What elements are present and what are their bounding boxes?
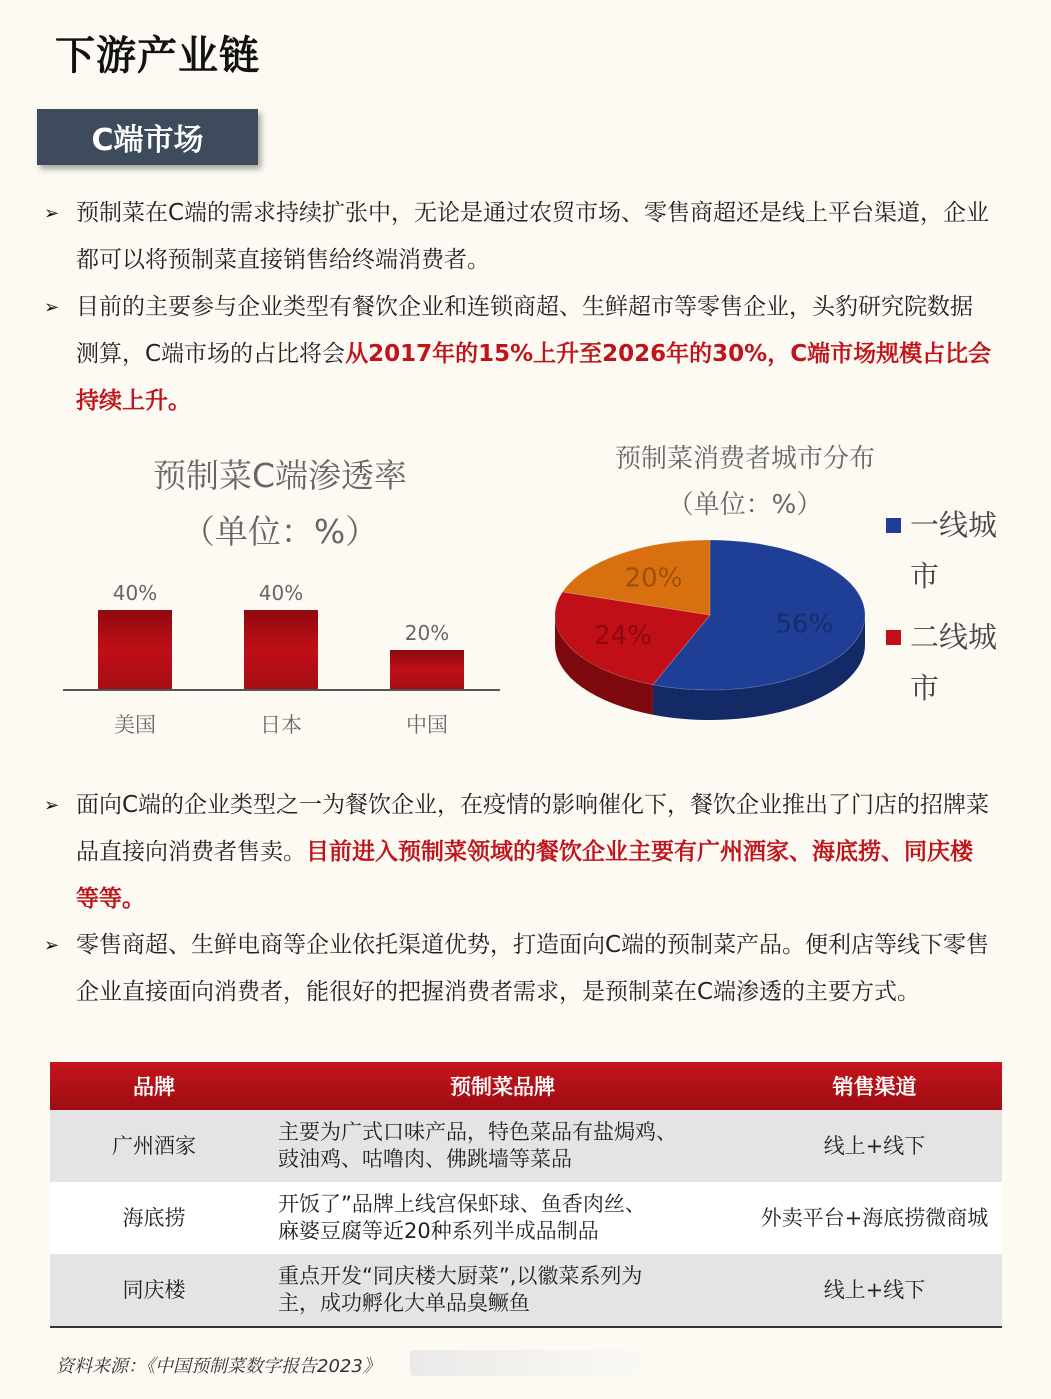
bullet-highlight-text: 从2017年的15%上升至2026年的30%，C端市场规模占比会持续上升。 bbox=[76, 341, 992, 414]
pie-chart-title bbox=[570, 436, 920, 528]
x-tick-label: 中国 bbox=[406, 713, 448, 737]
legend-swatch-red bbox=[886, 630, 901, 645]
x-tick-label: 日本 bbox=[260, 713, 302, 737]
page-title: 下游产业链 bbox=[55, 33, 260, 79]
bar-data-label: 40% bbox=[112, 581, 158, 605]
legend-label: 一线城市 bbox=[910, 508, 998, 593]
legend-swatch-blue bbox=[886, 518, 901, 533]
description-line: 开饭了”品牌上线宫保虾球、鱼香肉丝、 bbox=[278, 1192, 646, 1216]
bullet-paragraph bbox=[44, 922, 994, 1016]
brand-cell: 海底捞 bbox=[50, 1182, 258, 1254]
bullet-paragraph bbox=[44, 190, 994, 284]
table-header-cell: 预制菜品牌 bbox=[258, 1062, 747, 1110]
pie-data-label: 20% bbox=[624, 563, 683, 594]
brand-cell: 同庆楼 bbox=[50, 1254, 258, 1327]
section-tag: C端市场 bbox=[37, 109, 258, 165]
channel-cell: 外卖平台+海底捞微商城 bbox=[747, 1182, 1002, 1254]
watermark bbox=[410, 1350, 640, 1376]
table-header-cell: 销售渠道 bbox=[747, 1062, 1002, 1110]
bullet-text: 预制菜在C端的需求持续扩张中，无论是通过农贸市场、零售商超还是线上平台渠道，企业都可以将预制菜直接销售给终端消费者。 bbox=[76, 200, 990, 273]
bullet-arrow-icon: ➢ bbox=[44, 795, 60, 816]
bullet-paragraph bbox=[44, 782, 994, 923]
pie-chart-title-text: 预制菜消费者城市分布 bbox=[614, 444, 875, 474]
pie-legend bbox=[886, 500, 1016, 724]
bullet-text: 目前的主要参与企业类型有餐饮企业和连锁商超、生鲜超市等零售企业，头豹研究院数据测算，C端市场的占比将会 bbox=[76, 294, 973, 367]
description-cell bbox=[258, 1182, 747, 1254]
pie-chart-subtitle: （单位：%） bbox=[667, 490, 823, 520]
channel-cell: 线上+线下 bbox=[747, 1254, 1002, 1327]
bar bbox=[244, 610, 318, 690]
table-row bbox=[50, 1254, 1002, 1327]
bar-data-label: 40% bbox=[258, 581, 304, 605]
bullet-highlight-text: 目前进入预制菜领域的餐饮企业主要有广州酒家、海底捞、同庆楼等等。 bbox=[76, 839, 973, 912]
source-note: 资料来源：《中国预制菜数字报告2023》 bbox=[56, 1356, 381, 1377]
description-cell bbox=[258, 1110, 747, 1182]
bar-chart bbox=[60, 580, 510, 750]
bar-chart-subtitle: （单位：%） bbox=[181, 512, 379, 551]
bullet-text: 零售商超、生鲜电商等企业依托渠道优势，打造面向C端的预制菜产品。便利店等线下零售企业直接面向消费者，能很好的把握消费者需求，是预制菜在C端渗透的主要方式。 bbox=[76, 932, 990, 1005]
bullet-arrow-icon: ➢ bbox=[44, 203, 60, 224]
brand-cell: 广州酒家 bbox=[50, 1110, 258, 1182]
pie-data-label: 56% bbox=[775, 609, 834, 640]
bar-chart-title-text: 预制菜C端渗透率 bbox=[152, 456, 408, 495]
legend-label: 二线城市 bbox=[910, 620, 998, 705]
description-line: 主，成功孵化大单品臭鳜鱼 bbox=[278, 1291, 530, 1315]
channel-cell: 线上+线下 bbox=[747, 1110, 1002, 1182]
bullet-arrow-icon: ➢ bbox=[44, 297, 60, 318]
table-row bbox=[50, 1182, 1002, 1254]
bar-data-label: 20% bbox=[404, 621, 450, 645]
bar bbox=[98, 610, 172, 690]
brand-table bbox=[50, 1062, 1002, 1328]
bullet-arrow-icon: ➢ bbox=[44, 935, 60, 956]
legend-item bbox=[886, 500, 1016, 602]
pie-chart bbox=[550, 535, 880, 735]
description-line: 麻婆豆腐等近20种系列半成品制品 bbox=[278, 1219, 599, 1243]
description-cell bbox=[258, 1254, 747, 1327]
bar bbox=[390, 650, 464, 690]
bar-chart-title bbox=[60, 448, 500, 560]
bullet-text: 面向C端的企业类型之一为餐饮企业，在疫情的影响催化下，餐饮企业推出了门店的招牌菜品直接向消费者售卖。 bbox=[76, 792, 990, 865]
bullet-paragraph bbox=[44, 284, 994, 425]
description-line: 重点开发“同庆楼大厨菜”,以徽菜系列为 bbox=[278, 1264, 643, 1288]
description-line: 豉油鸡、咕噜肉、佛跳墙等菜品 bbox=[278, 1147, 572, 1171]
table-row bbox=[50, 1110, 1002, 1182]
x-tick-label: 美国 bbox=[114, 713, 156, 737]
pie-data-label: 24% bbox=[594, 620, 652, 651]
table-header-row bbox=[50, 1062, 1002, 1110]
table-header-cell: 品牌 bbox=[50, 1062, 258, 1110]
description-line: 主要为广式口味产品，特色菜品有盐焗鸡、 bbox=[278, 1120, 677, 1144]
legend-item bbox=[886, 612, 1016, 714]
